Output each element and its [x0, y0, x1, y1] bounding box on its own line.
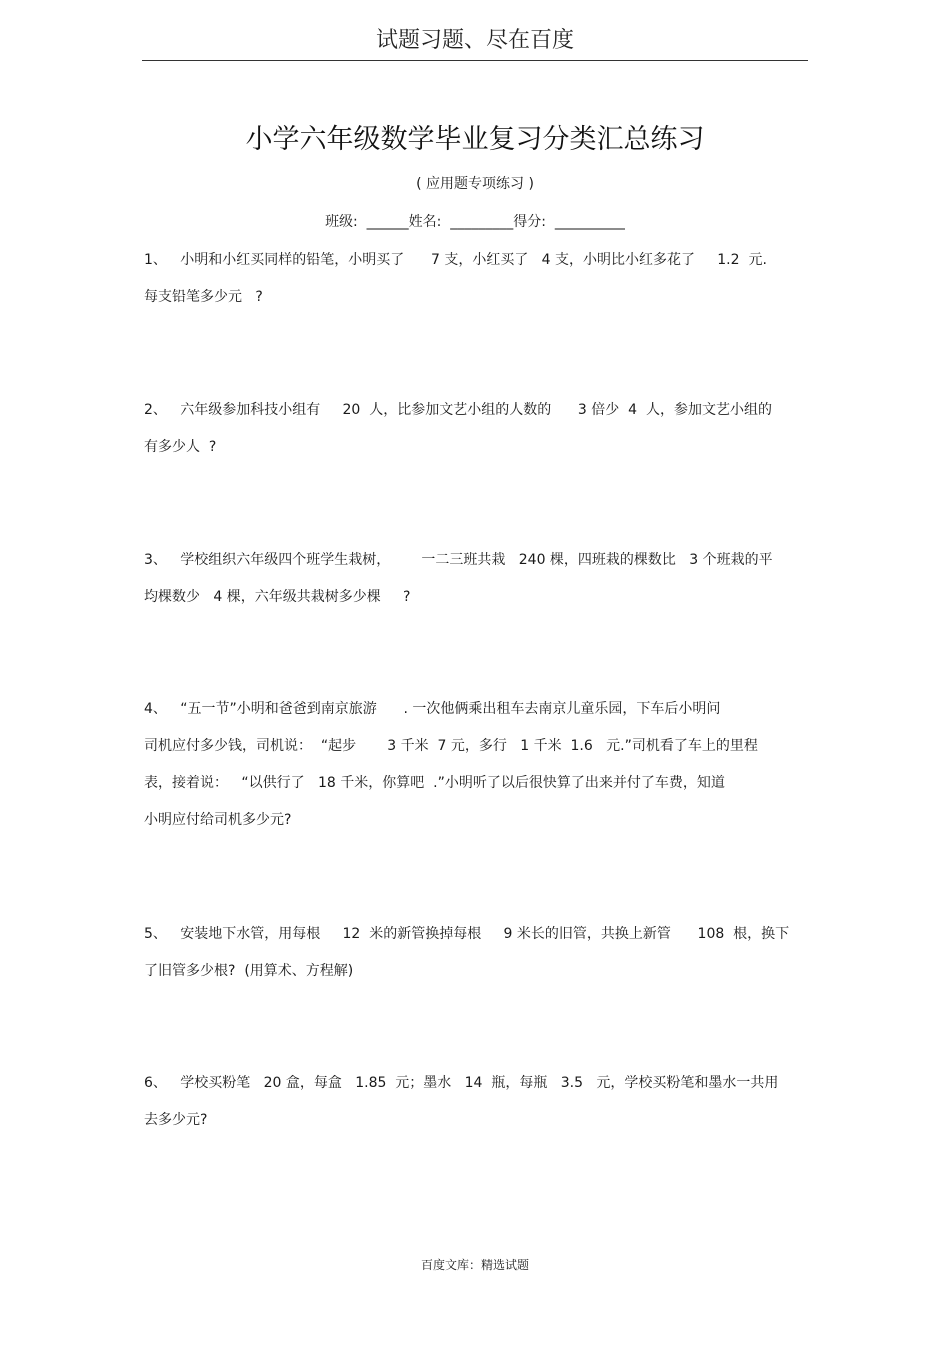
document-subtitle: ( 应用题专项练习 ): [416, 176, 534, 192]
question-line: 了旧管多少根? (用算术、方程解): [144, 963, 354, 979]
question-line: 每支铅笔多少元 ?: [144, 289, 263, 305]
header-divider: [142, 60, 808, 61]
question-line: 3、 学校组织六年级四个班学生栽树， 一二三班共栽 240 棵，四班栽的棵数比 3 个班栽的平: [144, 552, 773, 568]
question-6: [144, 1073, 806, 1147]
question-2: [144, 400, 806, 474]
question-4: [144, 699, 806, 847]
question-5: [144, 924, 806, 998]
document-title: 小学六年级数学毕业复习分类汇总练习: [245, 124, 705, 155]
question-line: 2、 六年级参加科技小组有 20 人，比参加文艺小组的人数的 3 倍少 4 人，参加文艺小组的: [144, 402, 772, 418]
question-line: 去多少元?: [144, 1112, 208, 1128]
question-line: 4、 “五一节”小明和爸爸到南京旅游 . 一次他俩乘出租车去南京儿童乐园，下车后小明问: [144, 701, 721, 717]
question-3: [144, 550, 806, 624]
page-footer: 百度文库：精选试题: [420, 1258, 529, 1272]
question-line: 均棵数少 4 棵，六年级共栽树多少棵 ?: [144, 589, 411, 605]
question-line: 6、 学校买粉笔 20 盒，每盒 1.85 元；墨水 14 瓶，每瓶 3.5 元，学校买粉笔和墨水一共用: [144, 1075, 779, 1091]
question-1: [144, 250, 806, 324]
student-info-line: 班级: ______姓名: _________得分: __________: [325, 214, 625, 230]
question-line: 5、 安装地下水管，用每根 12 米的新管换掉每根 9 米长的旧管，共换上新管 108 根，换下: [144, 926, 790, 942]
question-line: 1、 小明和小红买同样的铅笔，小明买了 7 支，小红买了 4 支，小明比小红多花了 1.2 元.: [144, 252, 767, 268]
question-line: 有多少人 ?: [144, 439, 217, 455]
page-header: 试题习题、尽在百度: [375, 28, 574, 53]
question-line: 司机应付多少钱，司机说： “起步 3 千米 7 元，多行 1 千米 1.6 元.”司机看了车上的里程: [144, 738, 758, 754]
question-line: 小明应付给司机多少元?: [144, 812, 292, 828]
question-line: 表，接着说： “以供行了 18 千米，你算吧 .”小明听了以后很快算了出来并付了车费，知道: [144, 775, 725, 791]
